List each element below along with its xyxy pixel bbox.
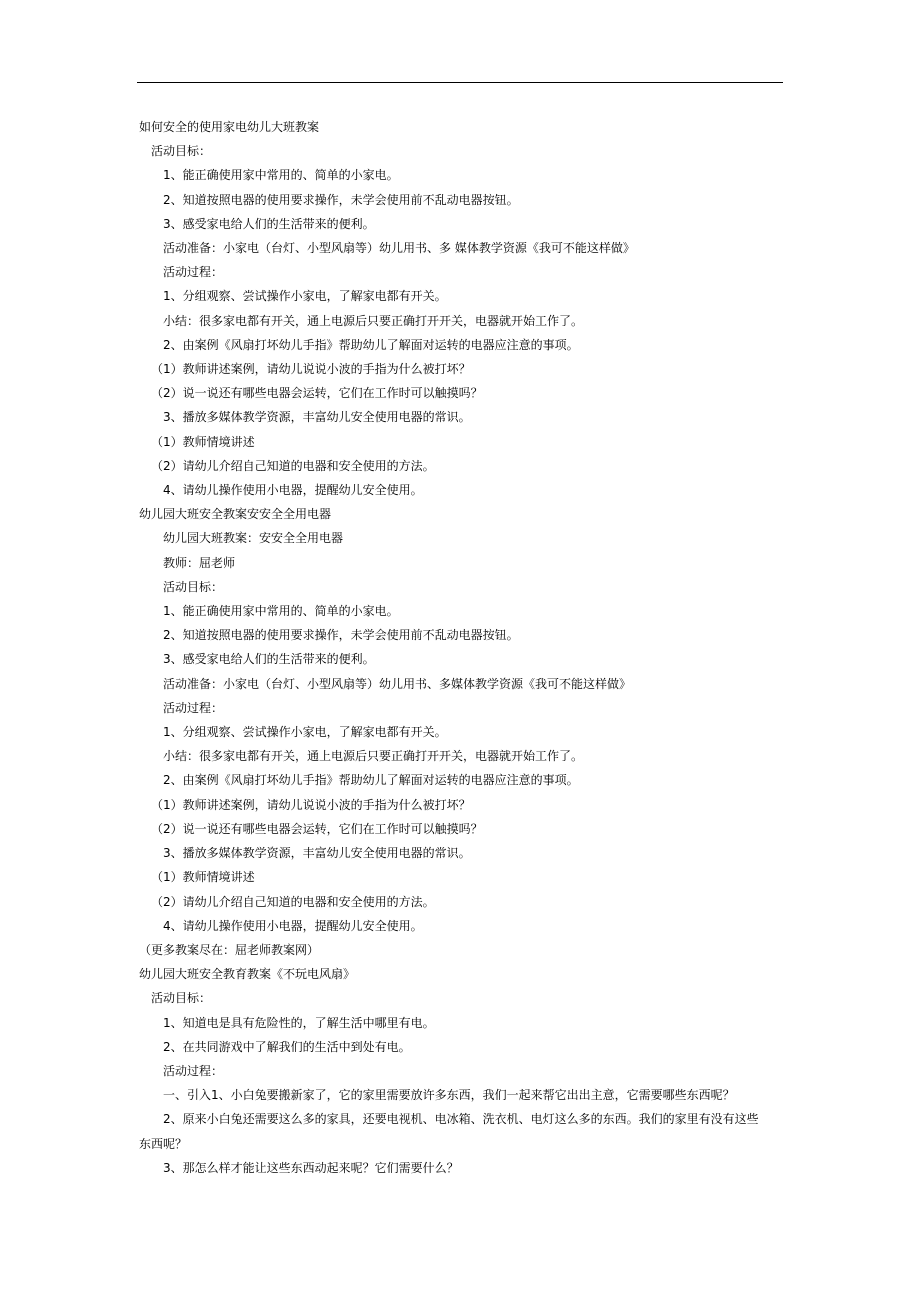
document-line: 教师：屈老师	[163, 555, 236, 570]
document-line: 3、那怎么样才能让这些东西动起来呢？它们需要什么？	[163, 1160, 459, 1175]
document-line: 2、由案例《风扇打坏幼儿手指》帮助幼儿了解面对运转的电器应注意的事项。	[163, 337, 579, 352]
document-line: （2）说一说还有哪些电器会运转，它们在工作时可以触摸吗？	[151, 821, 483, 836]
document-line: 幼儿园大班安全教案安安全全用电器	[139, 507, 332, 522]
document-line: 幼儿园大班安全教育教案《不玩电风扇》	[139, 967, 356, 982]
document-line: 一、引入1、小白兔要搬新家了，它的家里需要放许多东西，我们一起来帮它出出主意，它需要哪些东西呢？	[163, 1088, 735, 1103]
document-line: 如何安全的使用家电幼儿大班教案	[139, 120, 320, 134]
document-line: 活动目标：	[163, 579, 224, 594]
document-line: 1、分组观察、尝试操作小家电，了解家电都有开关。	[163, 725, 447, 740]
document-line: 3、感受家电给人们的生活带来的便利。	[163, 216, 375, 231]
document-line: 活动目标：	[151, 144, 212, 159]
document-line: （1）教师情境讲述	[151, 434, 255, 449]
document-line: 3、播放多媒体教学资源，丰富幼儿安全使用电器的常识。	[163, 410, 471, 425]
document-line: 活动准备：小家电（台灯、小型风扇等）幼儿用书、多媒体教学资源《我可不能这样做》	[163, 676, 632, 691]
document-line: （1）教师讲述案例，请幼儿说说小波的手指为什么被打坏？	[151, 797, 471, 812]
document-line: 活动目标：	[151, 991, 212, 1006]
document-line: 1、分组观察、尝试操作小家电，了解家电都有开关。	[163, 289, 447, 304]
document-line: 小结：很多家电都有开关，通上电源后只要正确打开开关，电器就开始工作了。	[163, 749, 584, 764]
document-line: 活动过程：	[163, 1063, 224, 1078]
document-line: 活动准备：小家电（台灯、小型风扇等）幼儿用书、多 媒体教学资源《我可不能这样做》	[163, 241, 635, 256]
document-line: 活动过程：	[163, 700, 224, 715]
document-line: 4、请幼儿操作使用小电器，提醒幼儿安全使用。	[163, 918, 423, 933]
document-line: 幼儿园大班教案：安安全全用电器	[163, 531, 344, 546]
document-line: （更多教案尽在：屈老师教案网）	[139, 942, 320, 957]
document-line: 1、知道电是具有危险性的，了解生活中哪里有电。	[163, 1015, 435, 1030]
document-line: 2、原来小白兔还需要这么多的家具，还要电视机、电冰箱、洗衣机、电灯这么多的东西。我们的家里有没有这些	[163, 1112, 759, 1127]
document-line: 小结：很多家电都有开关，通上电源后只要正确打开开关，电器就开始工作了。	[163, 313, 584, 328]
document-line: （2）请幼儿介绍自己知道的电器和安全使用的方法。	[151, 894, 435, 909]
document-line: 2、知道按照电器的使用要求操作，未学会使用前不乱动电器按钮。	[163, 628, 519, 643]
document-body	[139, 115, 783, 1180]
document-line: （1）教师讲述案例，请幼儿说说小波的手指为什么被打坏？	[151, 362, 471, 377]
document-line: 2、在共同游戏中了解我们的生活中到处有电。	[163, 1039, 411, 1054]
document-line: （2）说一说还有哪些电器会运转，它们在工作时可以触摸吗？	[151, 386, 483, 401]
document-line: （1）教师情境讲述	[151, 870, 255, 885]
document-line: 2、由案例《风扇打坏幼儿手指》帮助幼儿了解面对运转的电器应注意的事项。	[163, 773, 579, 788]
document-line: 1、能正确使用家中常用的、简单的小家电。	[163, 604, 399, 619]
document-line: （2）请幼儿介绍自己知道的电器和安全使用的方法。	[151, 458, 435, 473]
document-line: 2、知道按照电器的使用要求操作，未学会使用前不乱动电器按钮。	[163, 192, 519, 207]
document-line: 3、感受家电给人们的生活带来的便利。	[163, 652, 375, 667]
document-line: 活动过程：	[163, 265, 224, 280]
document-line: 3、播放多媒体教学资源，丰富幼儿安全使用电器的常识。	[163, 846, 471, 861]
document-line: 1、能正确使用家中常用的、简单的小家电。	[163, 168, 399, 183]
document-line: 东西呢？	[139, 1136, 188, 1151]
document-line: 4、请幼儿操作使用小电器，提醒幼儿安全使用。	[163, 483, 423, 498]
header-rule	[137, 82, 783, 83]
